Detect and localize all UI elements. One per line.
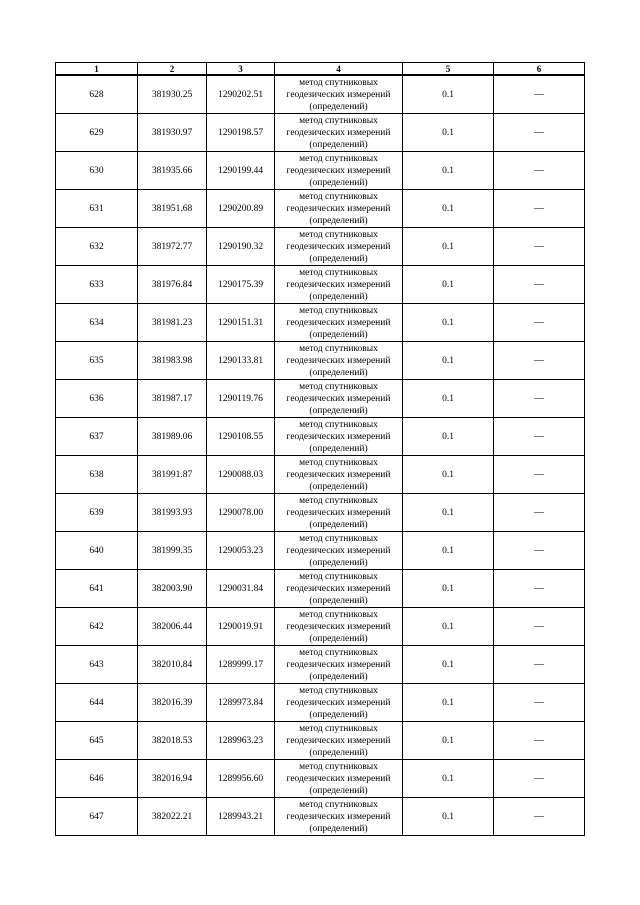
- method-text-line: (определений): [309, 177, 368, 188]
- y-coordinate-cell: 1289999.17: [207, 646, 275, 684]
- note-cell: —: [494, 380, 585, 418]
- y-coordinate-cell: 1289973.84: [207, 684, 275, 722]
- accuracy-cell: 0.1: [403, 304, 494, 342]
- note-cell: —: [494, 152, 585, 190]
- point-number-cell: 631: [56, 190, 138, 228]
- method-cell: [275, 798, 403, 836]
- method-text-line: (определений): [309, 253, 368, 264]
- point-number-cell: 630: [56, 152, 138, 190]
- note-cell: —: [494, 418, 585, 456]
- accuracy-cell: 0.1: [403, 152, 494, 190]
- method-text-line: (определений): [309, 215, 368, 226]
- method-cell: [275, 532, 403, 570]
- method-text-line: метод спутниковых: [299, 457, 378, 468]
- point-number-cell: 628: [56, 75, 138, 114]
- method-text-line: геодезических измерений: [286, 735, 391, 746]
- accuracy-cell: 0.1: [403, 494, 494, 532]
- table-row: [56, 722, 585, 760]
- method-text-line: геодезических измерений: [286, 431, 391, 442]
- accuracy-cell: 0.1: [403, 608, 494, 646]
- table-row: [56, 380, 585, 418]
- coordinates-table: [55, 62, 585, 836]
- x-coordinate-cell: 381981.23: [138, 304, 207, 342]
- method-text-line: (определений): [309, 633, 368, 644]
- method-cell: [275, 646, 403, 684]
- method-cell: [275, 722, 403, 760]
- x-coordinate-cell: 381993.93: [138, 494, 207, 532]
- method-cell: [275, 494, 403, 532]
- x-coordinate-cell: 382006.44: [138, 608, 207, 646]
- y-coordinate-cell: 1290053.23: [207, 532, 275, 570]
- accuracy-cell: 0.1: [403, 380, 494, 418]
- y-coordinate-cell: 1289963.23: [207, 722, 275, 760]
- accuracy-cell: 0.1: [403, 190, 494, 228]
- x-coordinate-cell: 381991.87: [138, 456, 207, 494]
- method-text-line: метод спутниковых: [299, 381, 378, 392]
- accuracy-cell: 0.1: [403, 114, 494, 152]
- accuracy-cell: 0.1: [403, 646, 494, 684]
- header-col-3: 3: [207, 63, 275, 76]
- y-coordinate-cell: 1289943.21: [207, 798, 275, 836]
- method-text-line: метод спутниковых: [299, 685, 378, 696]
- method-text-line: (определений): [309, 101, 368, 112]
- x-coordinate-cell: 382010.84: [138, 646, 207, 684]
- method-text-line: метод спутниковых: [299, 609, 378, 620]
- x-coordinate-cell: 381972.77: [138, 228, 207, 266]
- y-coordinate-cell: 1290019.91: [207, 608, 275, 646]
- method-text-line: (определений): [309, 671, 368, 682]
- point-number-cell: 634: [56, 304, 138, 342]
- x-coordinate-cell: 382018.53: [138, 722, 207, 760]
- method-text-line: метод спутниковых: [299, 115, 378, 126]
- method-text-line: (определений): [309, 291, 368, 302]
- method-text-line: геодезических измерений: [286, 811, 391, 822]
- y-coordinate-cell: 1289956.60: [207, 760, 275, 798]
- table-row: [56, 304, 585, 342]
- table-row: [56, 75, 585, 114]
- x-coordinate-cell: 381987.17: [138, 380, 207, 418]
- method-text-line: метод спутниковых: [299, 647, 378, 658]
- accuracy-cell: 0.1: [403, 418, 494, 456]
- method-text-line: (определений): [309, 595, 368, 606]
- method-text-line: геодезических измерений: [286, 393, 391, 404]
- y-coordinate-cell: 1290190.32: [207, 228, 275, 266]
- note-cell: —: [494, 532, 585, 570]
- method-cell: [275, 380, 403, 418]
- note-cell: —: [494, 75, 585, 114]
- note-cell: —: [494, 570, 585, 608]
- header-row: [56, 63, 585, 76]
- y-coordinate-cell: 1290198.57: [207, 114, 275, 152]
- method-text-line: геодезических измерений: [286, 355, 391, 366]
- note-cell: —: [494, 608, 585, 646]
- method-text-line: геодезических измерений: [286, 165, 391, 176]
- note-cell: —: [494, 190, 585, 228]
- method-cell: [275, 114, 403, 152]
- method-text-line: (определений): [309, 329, 368, 340]
- x-coordinate-cell: 381989.06: [138, 418, 207, 456]
- method-text-line: (определений): [309, 481, 368, 492]
- y-coordinate-cell: 1290175.39: [207, 266, 275, 304]
- table-row: [56, 114, 585, 152]
- table-row: [56, 798, 585, 836]
- method-text-line: геодезических измерений: [286, 697, 391, 708]
- method-text-line: (определений): [309, 557, 368, 568]
- accuracy-cell: 0.1: [403, 722, 494, 760]
- y-coordinate-cell: 1290199.44: [207, 152, 275, 190]
- accuracy-cell: 0.1: [403, 760, 494, 798]
- method-text-line: метод спутниковых: [299, 153, 378, 164]
- method-text-line: (определений): [309, 785, 368, 796]
- point-number-cell: 645: [56, 722, 138, 760]
- x-coordinate-cell: 381976.84: [138, 266, 207, 304]
- table-row: [56, 456, 585, 494]
- method-text-line: геодезических измерений: [286, 203, 391, 214]
- method-cell: [275, 456, 403, 494]
- point-number-cell: 633: [56, 266, 138, 304]
- method-text-line: геодезических измерений: [286, 583, 391, 594]
- y-coordinate-cell: 1290119.76: [207, 380, 275, 418]
- y-coordinate-cell: 1290031.84: [207, 570, 275, 608]
- point-number-cell: 638: [56, 456, 138, 494]
- method-text-line: метод спутниковых: [299, 799, 378, 810]
- accuracy-cell: 0.1: [403, 532, 494, 570]
- point-number-cell: 643: [56, 646, 138, 684]
- note-cell: —: [494, 304, 585, 342]
- y-coordinate-cell: 1290078.00: [207, 494, 275, 532]
- method-cell: [275, 608, 403, 646]
- method-text-line: геодезических измерений: [286, 279, 391, 290]
- accuracy-cell: 0.1: [403, 266, 494, 304]
- method-text-line: (определений): [309, 709, 368, 720]
- point-number-cell: 640: [56, 532, 138, 570]
- method-text-line: геодезических измерений: [286, 773, 391, 784]
- x-coordinate-cell: 381935.66: [138, 152, 207, 190]
- table-header: [56, 63, 585, 76]
- accuracy-cell: 0.1: [403, 228, 494, 266]
- method-text-line: (определений): [309, 443, 368, 454]
- x-coordinate-cell: 381999.35: [138, 532, 207, 570]
- y-coordinate-cell: 1290200.89: [207, 190, 275, 228]
- x-coordinate-cell: 382022.21: [138, 798, 207, 836]
- point-number-cell: 646: [56, 760, 138, 798]
- method-text-line: (определений): [309, 747, 368, 758]
- note-cell: —: [494, 342, 585, 380]
- method-text-line: геодезических измерений: [286, 89, 391, 100]
- method-text-line: (определений): [309, 519, 368, 530]
- x-coordinate-cell: 381983.98: [138, 342, 207, 380]
- header-col-4: 4: [275, 63, 403, 76]
- method-text-line: метод спутниковых: [299, 761, 378, 772]
- x-coordinate-cell: 382003.90: [138, 570, 207, 608]
- note-cell: —: [494, 760, 585, 798]
- point-number-cell: 647: [56, 798, 138, 836]
- method-text-line: геодезических измерений: [286, 659, 391, 670]
- note-cell: —: [494, 684, 585, 722]
- point-number-cell: 632: [56, 228, 138, 266]
- point-number-cell: 641: [56, 570, 138, 608]
- method-cell: [275, 570, 403, 608]
- method-text-line: геодезических измерений: [286, 127, 391, 138]
- table-row: [56, 532, 585, 570]
- accuracy-cell: 0.1: [403, 75, 494, 114]
- header-col-2: 2: [138, 63, 207, 76]
- method-text-line: метод спутниковых: [299, 723, 378, 734]
- accuracy-cell: 0.1: [403, 798, 494, 836]
- method-text-line: метод спутниковых: [299, 571, 378, 582]
- method-text-line: метод спутниковых: [299, 267, 378, 278]
- method-text-line: метод спутниковых: [299, 191, 378, 202]
- method-cell: [275, 266, 403, 304]
- method-text-line: геодезических измерений: [286, 621, 391, 632]
- accuracy-cell: 0.1: [403, 342, 494, 380]
- method-cell: [275, 342, 403, 380]
- x-coordinate-cell: 381930.25: [138, 75, 207, 114]
- x-coordinate-cell: 381951.68: [138, 190, 207, 228]
- table-row: [56, 494, 585, 532]
- method-text-line: (определений): [309, 405, 368, 416]
- point-number-cell: 637: [56, 418, 138, 456]
- note-cell: —: [494, 722, 585, 760]
- method-text-line: метод спутниковых: [299, 343, 378, 354]
- point-number-cell: 639: [56, 494, 138, 532]
- method-text-line: (определений): [309, 139, 368, 150]
- point-number-cell: 629: [56, 114, 138, 152]
- method-cell: [275, 152, 403, 190]
- method-text-line: геодезических измерений: [286, 317, 391, 328]
- point-number-cell: 642: [56, 608, 138, 646]
- method-cell: [275, 75, 403, 114]
- method-text-line: метод спутниковых: [299, 77, 378, 88]
- table-row: [56, 646, 585, 684]
- method-cell: [275, 190, 403, 228]
- note-cell: —: [494, 494, 585, 532]
- point-number-cell: 644: [56, 684, 138, 722]
- y-coordinate-cell: 1290108.55: [207, 418, 275, 456]
- note-cell: —: [494, 646, 585, 684]
- y-coordinate-cell: 1290133.81: [207, 342, 275, 380]
- method-text-line: геодезических измерений: [286, 241, 391, 252]
- table-row: [56, 228, 585, 266]
- accuracy-cell: 0.1: [403, 456, 494, 494]
- x-coordinate-cell: 382016.39: [138, 684, 207, 722]
- method-text-line: (определений): [309, 367, 368, 378]
- method-text-line: (определений): [309, 823, 368, 834]
- method-text-line: метод спутниковых: [299, 229, 378, 240]
- method-cell: [275, 760, 403, 798]
- note-cell: —: [494, 114, 585, 152]
- method-text-line: метод спутниковых: [299, 305, 378, 316]
- table-row: [56, 418, 585, 456]
- note-cell: —: [494, 266, 585, 304]
- point-number-cell: 636: [56, 380, 138, 418]
- table-row: [56, 684, 585, 722]
- table-row: [56, 190, 585, 228]
- point-number-cell: 635: [56, 342, 138, 380]
- table-row: [56, 608, 585, 646]
- method-text-line: метод спутниковых: [299, 495, 378, 506]
- accuracy-cell: 0.1: [403, 684, 494, 722]
- table-row: [56, 152, 585, 190]
- method-cell: [275, 684, 403, 722]
- note-cell: —: [494, 456, 585, 494]
- method-cell: [275, 418, 403, 456]
- y-coordinate-cell: 1290088.03: [207, 456, 275, 494]
- table-row: [56, 266, 585, 304]
- header-col-5: 5: [403, 63, 494, 76]
- x-coordinate-cell: 382016.94: [138, 760, 207, 798]
- method-text-line: метод спутниковых: [299, 533, 378, 544]
- accuracy-cell: 0.1: [403, 570, 494, 608]
- table-row: [56, 342, 585, 380]
- note-cell: —: [494, 228, 585, 266]
- table-row: [56, 570, 585, 608]
- method-text-line: геодезических измерений: [286, 507, 391, 518]
- note-cell: —: [494, 798, 585, 836]
- header-col-6: 6: [494, 63, 585, 76]
- y-coordinate-cell: 1290202.51: [207, 75, 275, 114]
- method-cell: [275, 304, 403, 342]
- method-cell: [275, 228, 403, 266]
- method-text-line: геодезических измерений: [286, 469, 391, 480]
- table-row: [56, 760, 585, 798]
- method-text-line: геодезических измерений: [286, 545, 391, 556]
- method-text-line: метод спутниковых: [299, 419, 378, 430]
- table-body: [56, 75, 585, 836]
- x-coordinate-cell: 381930.97: [138, 114, 207, 152]
- header-col-1: 1: [56, 63, 138, 76]
- y-coordinate-cell: 1290151.31: [207, 304, 275, 342]
